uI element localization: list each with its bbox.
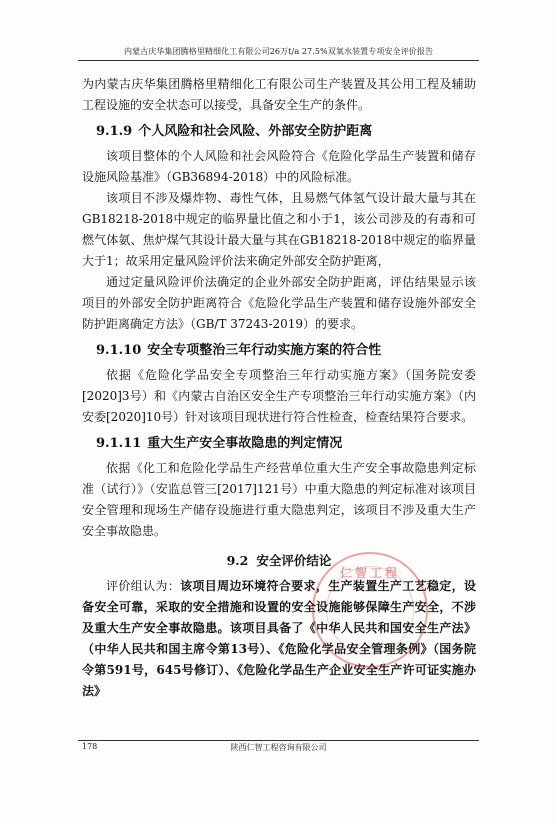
section-title: 安全专项整治三年行动实施方案的符合性 — [147, 343, 382, 358]
conclusion-text: 该项目周边环境符合要求，生产装置生产工艺稳定，设备安全可靠，采取的安全措施和设置的安全设施能够保障生产安全，不涉及重大生产安全事故隐患。该项目具备了《中华人民共和国安全生产法》（中华人民共和国主席令第13号）、《危险化学品安全管理条例》（国务院令第591号，645号修订）、《危险化学品生产企业安全生产许可证实施办法》 — [82, 579, 476, 698]
conclusion-paragraph: 为内蒙古庆华集团腾格里精细化工有限公司生产装置及其公用工程及辅助工程设施的安全状态可以接受，具备安全生产的条件。 — [82, 77, 476, 112]
paragraph: 该项目整体的个人风险和社会风险符合《危险化学品生产装置和储存设施风险基准》（GB36894-2018）中的风险标准。 — [82, 149, 476, 184]
section-title: 安全评价结论 — [256, 553, 332, 568]
section-heading-9-1-11 — [96, 432, 476, 456]
section-heading-9-2 — [82, 548, 476, 574]
section-title: 重大生产安全事故隐患的判定情况 — [147, 436, 343, 451]
conclusion-statement — [82, 576, 476, 702]
section-heading-9-1-10 — [96, 339, 476, 363]
footer-divider — [78, 740, 479, 741]
paragraph: 依据《化工和危险化学品生产经营单位重大生产安全事故隐患判定标准（试行）》（安监总管三[2017]121号）中重大隐患的判定标准对该项目安全管理和现场生产储存设施进行重大隐患判定，该项目不涉及重大生产安全事故隐患。 — [82, 461, 476, 538]
page-number: 178 — [82, 742, 98, 751]
conclusion-lead: 评价组认为： — [106, 579, 181, 593]
section-heading-9-1-9 — [96, 120, 476, 144]
section-title: 个人风险和社会风险、外部安全防护距离 — [138, 124, 373, 139]
header-divider — [78, 60, 479, 61]
section-number: 9.2 — [226, 553, 249, 568]
paragraph: 依据《危险化学品安全专项整治三年行动实施方案》（国务院安委[2020]3号）和《内蒙古自治区安全生产专项整治三年行动实施方案》（内安委[2020]10号）针对该项目现状进行符合性检查，检查结果符合要求。 — [82, 368, 476, 424]
section-number: 9.1.11 — [96, 436, 142, 451]
paragraph: 通过定量风险评价法确定的企业外部安全防护距离，评估结果显示该项目的外部安全防护距离符合《危险化学品生产装置和储存设施外部安全防护距离确定方法》（GB/T 37243-2019）的要求。 — [82, 275, 476, 331]
footer-company: 陕西仁智工程咨询有限公司 — [230, 743, 327, 752]
paragraph: 该项目不涉及爆炸物、毒性气体，且易燃气体氢气设计最大量与其在GB18218-2018中规定的临界量比值之和小于1，该公司涉及的有毒和可燃气体氨、焦炉煤气其设计最大量与其在GB18218-2018中规定的临界量大于1；故采用定量风险评价法来确定外部安全防护距离， — [82, 191, 476, 268]
section-number: 9.1.9 — [96, 124, 133, 139]
page-header: 内蒙古庆华集团腾格里精细化工有限公司26万t/a 27.5%双氧水装置专项安全评价报告 — [123, 47, 434, 56]
seal-text: 仁智工程 — [339, 566, 400, 580]
section-number: 9.1.10 — [96, 343, 142, 358]
page-body — [82, 74, 476, 702]
